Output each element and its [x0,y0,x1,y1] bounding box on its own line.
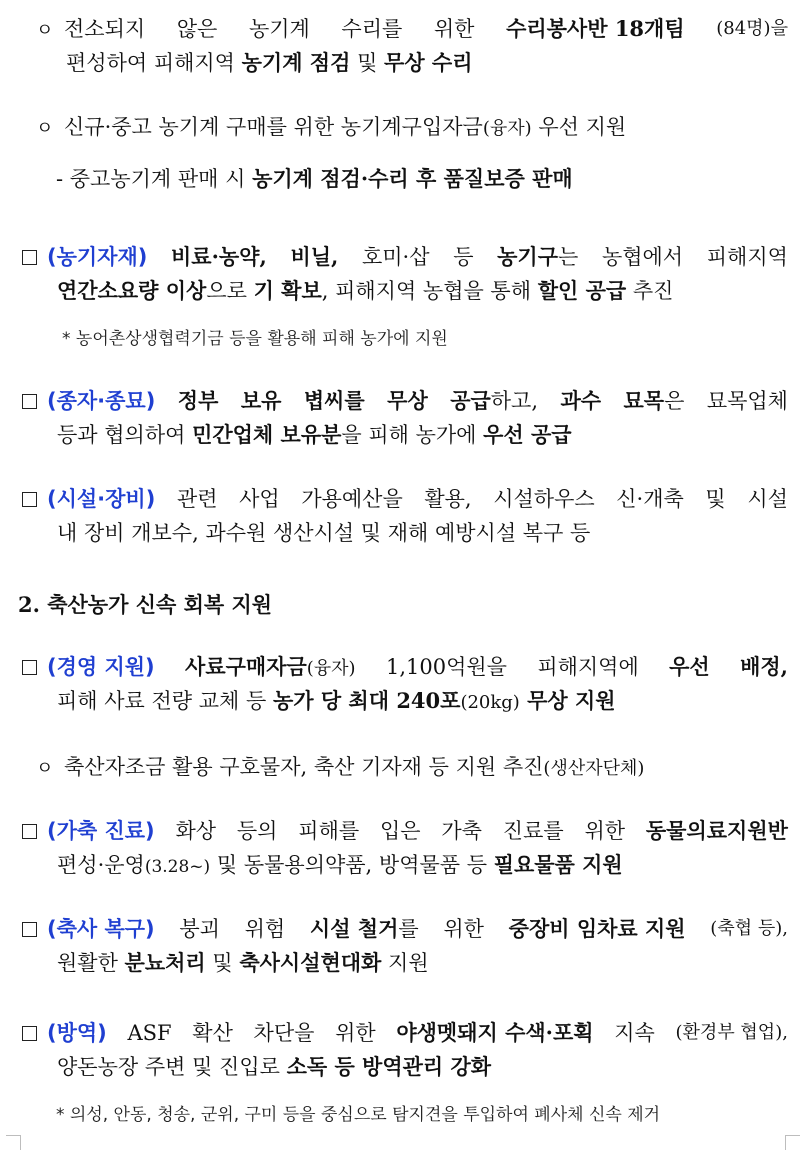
facilities-line-1: (시설·장비) 관련 사업 가용예산을 활용, 시설하우스 신·개축 및 시설 [22,482,788,516]
item-used-machinery: - 중고농기계 판매 시 농기계 점검·수리 후 품질보증 판매 [56,166,573,191]
item-repair-service [36,12,788,80]
barn-line-2: 원활한 분뇨처리 및 축사시설현대화 지원 [57,950,429,975]
management-line-2: 피해 사료 전량 교체 등 농가 당 최대 240포(20kg) 무상 지원 [57,688,616,713]
circle-bullet: ㅇ [36,118,54,139]
item-quarantine [22,1016,788,1084]
materials-note: * 농어촌상생협력기금 등을 활용해 피해 농가에 지원 [62,329,448,349]
item-relief-supplies: ㅇ 축산자조금 활용 구호물자, 축산 기자재 등 지원 추진(생산자단체) [36,750,644,786]
checkbox-square [22,660,37,675]
vet-line-1: (가축 진료) 화상 등의 피해를 입은 가축 진료를 위한 동물의료지원반 [22,814,788,848]
circle-bullet: ㅇ [36,758,54,779]
quarantine-line-1: (방역) ASF 확산 차단을 위한 야생멧돼지 수색·포획 지속 (환경부 협업), [22,1016,788,1050]
management-line-1: (경영 지원) 사료구매자금(융자) 1,100억원을 피해지역에 우선 배정, [22,650,788,684]
materials-line-2: 연간소요량 이상으로 기 확보, 피해지역 농협을 통해 할인 공급 추진 [57,278,674,303]
item-barn-restoration [22,912,788,980]
facilities-line-2: 내 장비 개보수, 과수원 생산시설 및 재해 예방시설 복구 등 [57,521,591,545]
barn-line-1: (축사 복구) 붕괴 위험 시설 철거를 위한 중장비 임차료 지원 (축협 등), [22,912,788,946]
item-facilities [22,482,788,550]
vet-line-2: 편성·운영(3.28~) 및 동물용의약품, 방역물품 등 필요물품 지원 [57,852,623,877]
checkbox-square [22,824,37,839]
repair-line-1: ㅇ 전소되지 않은 농기계 수리를 위한 수리봉사반 18개팀 (84명)을 [36,12,788,46]
materials-line-1: (농기자재) 비료·농약, 비닐, 호미·삽 등 농기구는 농협에서 피해지역 [22,240,788,274]
crop-mark-bottom-right [785,1135,800,1150]
item-purchase-fund: ㅇ 신규·중고 농기계 구매를 위한 농기계구입자금(융자) 우선 지원 [36,110,626,146]
seeds-line-2: 등과 협의하여 민간업체 보유분을 피해 농가에 우선 공급 [57,422,572,447]
quarantine-note: * 의성, 안동, 청송, 군위, 구미 등을 중심으로 탐지견을 투입하여 폐사체 신속 제거 [56,1105,661,1125]
section-2-title: 2. 축산농가 신속 회복 지원 [18,592,273,617]
item-livestock-vet [22,814,788,882]
item-seeds [22,384,788,452]
checkbox-square [22,394,37,409]
checkbox-square [22,250,37,265]
quarantine-line-2: 양돈농장 주변 및 진입로 소독 등 방역관리 강화 [57,1054,492,1079]
circle-bullet: ㅇ [36,20,54,41]
item-agri-materials [22,240,788,308]
crop-mark-bottom-left [6,1135,21,1150]
checkbox-square [22,922,37,937]
seeds-line-1: (종자·종묘) 정부 보유 볍씨를 무상 공급하고, 과수 묘목은 묘목업체 [22,384,788,418]
item-management-support [22,650,788,718]
checkbox-square [22,1026,37,1041]
repair-line-2: 편성하여 피해지역 농기계 점검 및 무상 수리 [66,50,473,75]
checkbox-square [22,492,37,507]
